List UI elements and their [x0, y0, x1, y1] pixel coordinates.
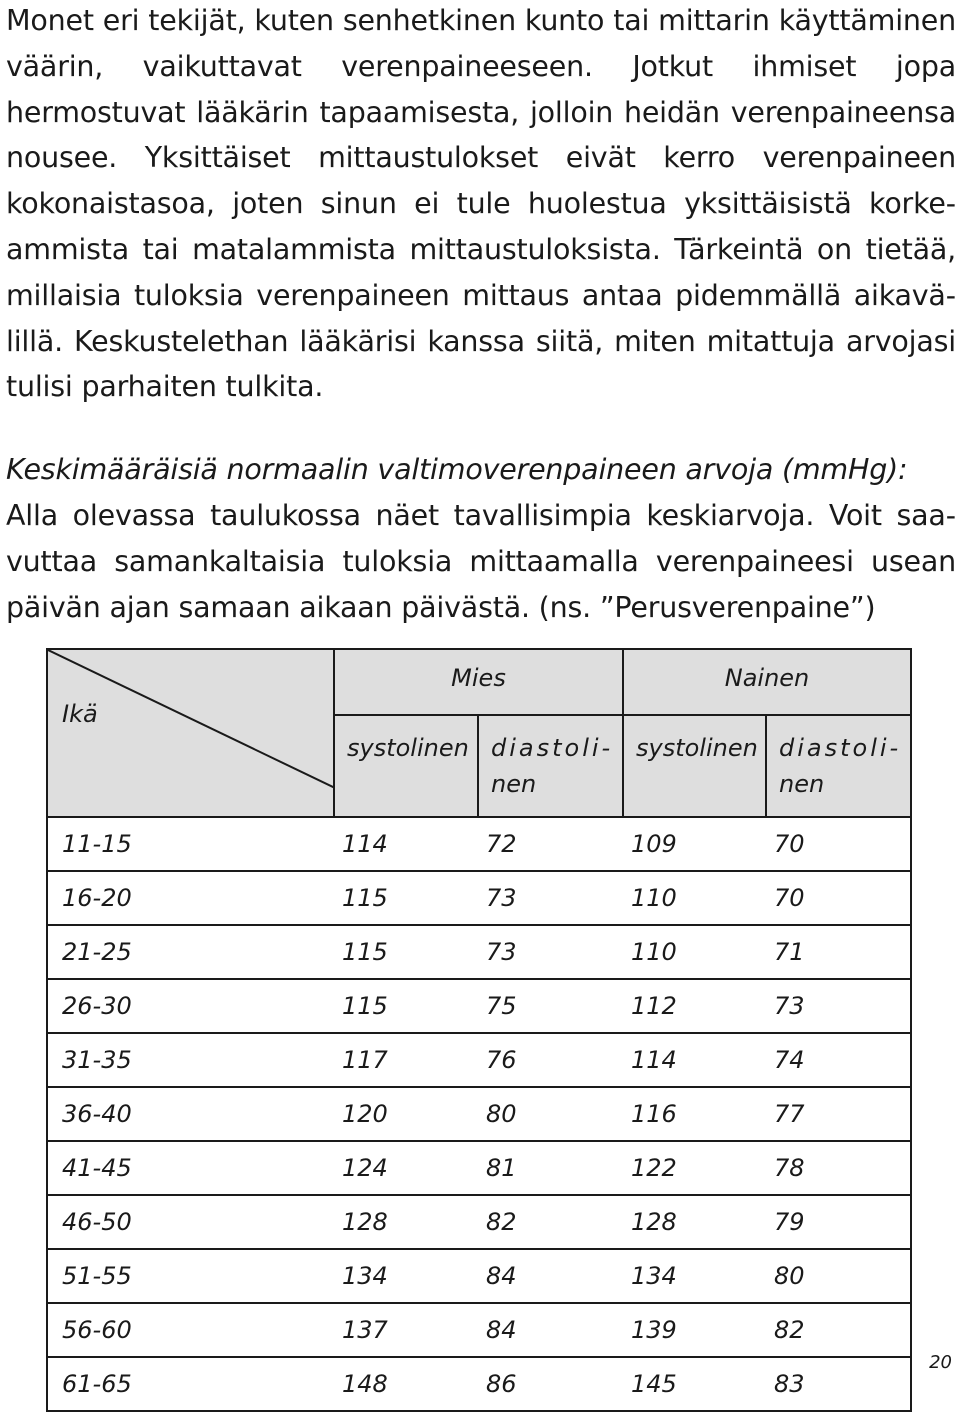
age-header-cell [47, 649, 334, 817]
female-systolic-cell: 134 [623, 1249, 766, 1303]
table-row [47, 1033, 911, 1087]
table-row [47, 1357, 911, 1411]
male-systolic-cell: 128 [334, 1195, 478, 1249]
age-cell: 31-35 [47, 1033, 334, 1087]
male-systolic-cell: 120 [334, 1087, 478, 1141]
age-cell: 36-40 [47, 1087, 334, 1141]
male-systolic-cell: 134 [334, 1249, 478, 1303]
age-cell: 41-45 [47, 1141, 334, 1195]
age-cell: 11-15 [47, 817, 334, 871]
group-header-male: Mies [334, 649, 623, 715]
male-systolic-header: systolinen [334, 715, 478, 817]
female-diastolic-cell: 73 [766, 979, 911, 1033]
age-cell: 26-30 [47, 979, 334, 1033]
female-diastolic-cell: 71 [766, 925, 911, 979]
table-row [47, 1195, 911, 1249]
table-row [47, 871, 911, 925]
table-row [47, 1249, 911, 1303]
female-systolic-cell: 122 [623, 1141, 766, 1195]
female-systolic-cell: 116 [623, 1087, 766, 1141]
table-title: Keskimääräisiä normaalin valtimoverenpaineen arvoja (mmHg): [6, 453, 908, 486]
age-cell: 16-20 [47, 871, 334, 925]
male-diastolic-cell: 73 [478, 871, 623, 925]
male-diastolic-cell: 81 [478, 1141, 623, 1195]
age-cell: 46-50 [47, 1195, 334, 1249]
table-row [47, 979, 911, 1033]
female-diastolic-cell: 79 [766, 1195, 911, 1249]
female-systolic-cell: 109 [623, 817, 766, 871]
male-systolic-cell: 115 [334, 979, 478, 1033]
female-systolic-cell: 112 [623, 979, 766, 1033]
age-cell: 21-25 [47, 925, 334, 979]
female-systolic-cell: 128 [623, 1195, 766, 1249]
female-diastolic-cell: 74 [766, 1033, 911, 1087]
female-diastolic-cell: 77 [766, 1087, 911, 1141]
table-row [47, 1141, 911, 1195]
male-diastolic-cell: 75 [478, 979, 623, 1033]
age-cell: 61-65 [47, 1357, 334, 1411]
female-diastolic-cell: 70 [766, 871, 911, 925]
female-systolic-cell: 114 [623, 1033, 766, 1087]
blood-pressure-table [46, 648, 912, 1412]
intro-paragraph: Monet eri tekijät, kuten senhetkinen kunto tai mittarin käyttäminen väärin, vaikuttavat verenpaineeseen. Jotkut ihmiset jopa hermostuvat lääkärin tapaamisesta, jolloin heidän verenpaineensa nousee. Yksittäiset mittaustulokset eivät kerro verenpaineen kokonaistasoa, joten sinun ei tule huolestua yksittäisistä korkeammista tai matalammista mittaustuloksista. Tärkeintä on tietää, millaisia tuloksia verenpaineen mittaus antaa pidemmällä aikavälillä. Keskustelethan lääkärisi kanssa siitä, miten mitattuja arvojasi tulisi parhaiten tulkita. [6, 4, 956, 404]
male-diastolic-cell: 72 [478, 817, 623, 871]
table-row [47, 1087, 911, 1141]
page-number: 20 [929, 1352, 952, 1373]
table-row [47, 1303, 911, 1357]
female-diastolic-header: diastoli- nen [766, 715, 911, 817]
age-header: Ikä [62, 700, 98, 728]
group-header-female: Nainen [623, 649, 911, 715]
age-cell: 56-60 [47, 1303, 334, 1357]
male-systolic-cell: 115 [334, 871, 478, 925]
male-systolic-cell: 148 [334, 1357, 478, 1411]
male-diastolic-cell: 84 [478, 1249, 623, 1303]
female-diastolic-cell: 70 [766, 817, 911, 871]
table-body [47, 817, 911, 1411]
male-systolic-cell: 124 [334, 1141, 478, 1195]
male-diastolic-cell: 82 [478, 1195, 623, 1249]
male-diastolic-cell: 76 [478, 1033, 623, 1087]
age-cell: 51-55 [47, 1249, 334, 1303]
female-systolic-cell: 145 [623, 1357, 766, 1411]
male-diastolic-cell: 86 [478, 1357, 623, 1411]
male-diastolic-cell: 84 [478, 1303, 623, 1357]
table-intro-paragraph: Alla olevassa taulukossa näet tavallisimpia keskiarvoja. Voit saavuttaa samankaltaisia tuloksia mittaamalla verenpaineesi usean päivän ajan samaan aikaan päivästä. (ns. ”Perusverenpaine”) [6, 499, 956, 624]
male-systolic-cell: 137 [334, 1303, 478, 1357]
male-systolic-cell: 115 [334, 925, 478, 979]
female-systolic-header: systolinen [623, 715, 766, 817]
male-systolic-cell: 114 [334, 817, 478, 871]
female-systolic-cell: 110 [623, 925, 766, 979]
male-diastolic-cell: 73 [478, 925, 623, 979]
female-diastolic-cell: 82 [766, 1303, 911, 1357]
male-diastolic-header: diastoli- nen [478, 715, 623, 817]
male-diastolic-cell: 80 [478, 1087, 623, 1141]
female-diastolic-cell: 78 [766, 1141, 911, 1195]
female-diastolic-cell: 80 [766, 1249, 911, 1303]
table-row [47, 925, 911, 979]
female-systolic-cell: 110 [623, 871, 766, 925]
female-diastolic-cell: 83 [766, 1357, 911, 1411]
table-row [47, 817, 911, 871]
male-systolic-cell: 117 [334, 1033, 478, 1087]
female-systolic-cell: 139 [623, 1303, 766, 1357]
